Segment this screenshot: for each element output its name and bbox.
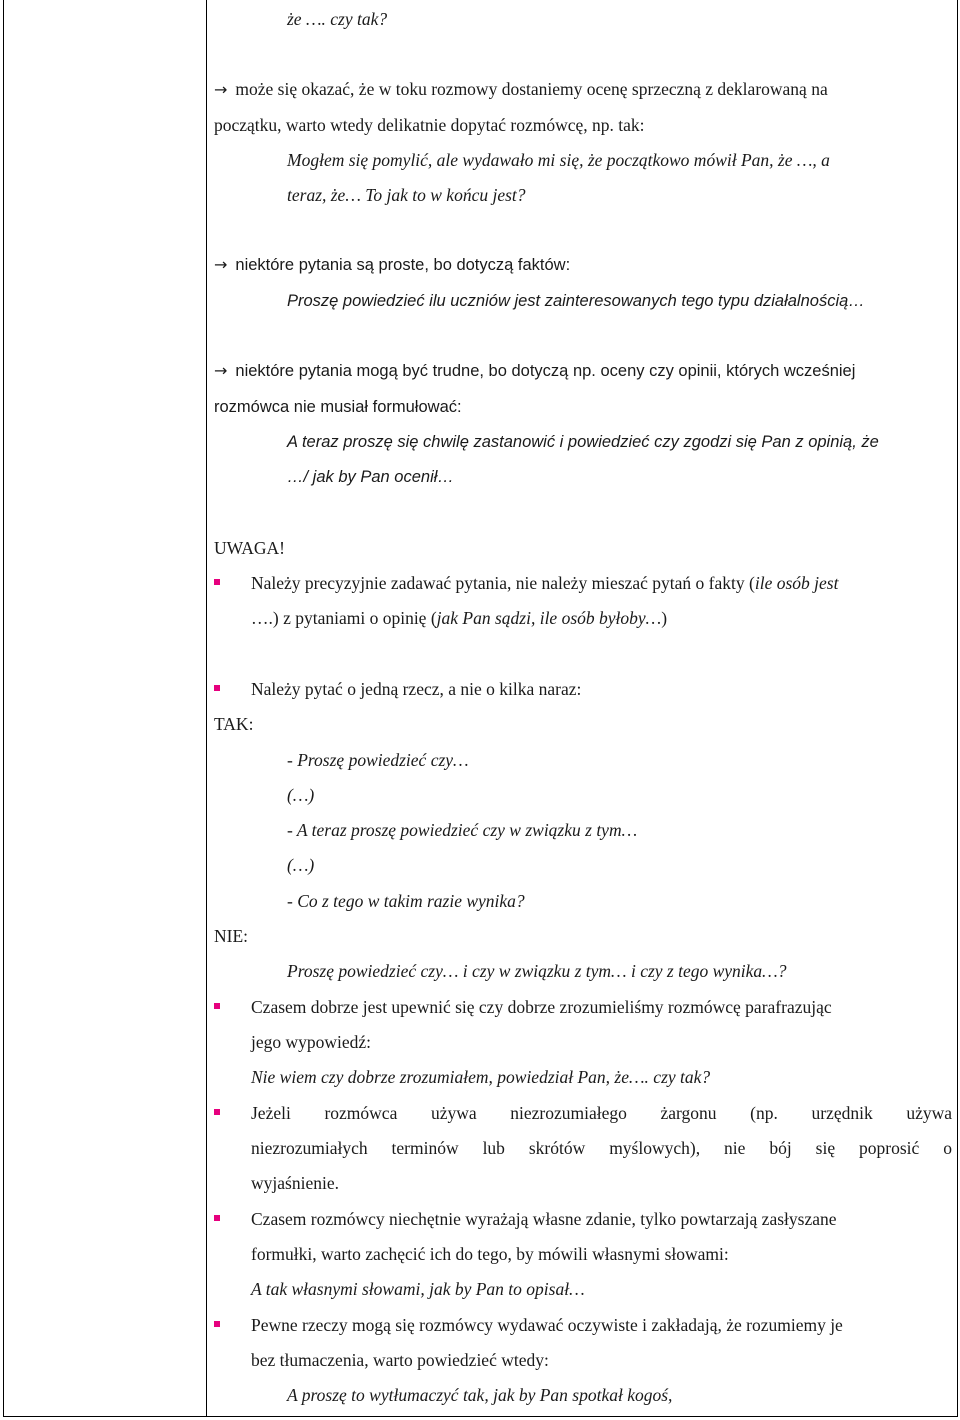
text-line [251, 607, 667, 629]
bullet-icon [214, 1215, 220, 1221]
text-line: początku, warto wtedy delikatnie dopytać rozmówcę, np. tak: [214, 115, 645, 135]
text-line: może się okazać, że w toku rozmowy dostaniemy ocenę sprzeczną z deklarowaną na [235, 79, 828, 99]
label-nie: NIE: [214, 926, 249, 946]
text-line: Proszę powiedzieć ilu uczniów jest zainteresowanych tego typu działalnością… [287, 292, 865, 310]
text-line: że …. czy tak? [287, 9, 388, 29]
label-tak: TAK: [214, 714, 254, 734]
heading-uwaga: UWAGA! [214, 538, 285, 558]
arrow-icon: → [214, 255, 228, 274]
text-line [251, 572, 838, 594]
arrow-item [214, 360, 855, 382]
bullet-icon [214, 1003, 220, 1009]
text-line: jego wypowiedź: [251, 1032, 372, 1052]
text-line: A teraz proszę się chwilę zastanowić i powiedzieć czy zgodzi się Pan z opinią, że [287, 433, 879, 451]
bullet-icon [214, 1321, 220, 1327]
text-segment: ) [661, 608, 668, 628]
text-line: rozmówca nie musiał formułować: [214, 398, 462, 416]
text-line: A proszę to wytłumaczyć tak, jak by Pan spotkał kogoś, [287, 1385, 673, 1405]
text-line: Czasem dobrze jest upewnić się czy dobrze zrozumieliśmy rozmówcę parafrazując [251, 997, 832, 1017]
text-line: Należy pytać o jedną rzecz, a nie o kilka naraz: [251, 679, 582, 699]
text-line: teraz, że… To jak to w końcu jest? [287, 185, 526, 205]
text-line: - Proszę powiedzieć czy… [287, 750, 469, 770]
text-line: Jeżeli rozmówca używa niezrozumiałego żargonu (np. urzędnik używa [251, 1103, 952, 1123]
text-line: bez tłumaczenia, warto powiedzieć wtedy: [251, 1350, 549, 1370]
table-frame [3, 0, 958, 1417]
text-segment: ….) z pytaniami o opinię ( [251, 608, 437, 628]
text-line: niezrozumiałych terminów lub skrótów myślowych), nie bój się poprosić o [251, 1138, 952, 1158]
text-line: niektóre pytania mogą być trudne, bo dotyczą np. oceny czy opinii, których wcześniej [235, 362, 856, 380]
text-line: Proszę powiedzieć czy… i czy w związku z tym… i czy z tego wynika…? [287, 961, 787, 981]
text-line: - Co z tego w takim razie wynika? [287, 891, 525, 911]
text-line: (…) [287, 855, 315, 875]
text-line: wyjaśnienie. [251, 1173, 339, 1193]
bullet-icon [214, 579, 220, 585]
text-line: A tak własnymi słowami, jak by Pan to opisał… [251, 1279, 585, 1299]
text-line: formułki, warto zachęcić ich do tego, by mówili własnymi słowami: [251, 1244, 729, 1264]
arrow-item [214, 78, 828, 101]
text-line: Nie wiem czy dobrze zrozumiałem, powiedział Pan, że…. czy tak? [251, 1067, 711, 1087]
text-line: niektóre pytania są proste, bo dotyczą faktów: [235, 256, 571, 274]
bullet-icon [214, 685, 220, 691]
text-line: (…) [287, 785, 315, 805]
text-segment: ile osób jest [754, 573, 839, 593]
text-line: …/ jak by Pan ocenił… [287, 468, 454, 486]
text-line: Mogłem się pomylić, ale wydawało mi się, że początkowo mówił Pan, że …, a [287, 150, 830, 170]
column-divider [206, 0, 207, 1417]
text-line: - A teraz proszę powiedzieć czy w związku z tym… [287, 820, 638, 840]
text-line: Czasem rozmówcy niechętnie wyrażają własne zdanie, tylko powtarzają zasłyszane [251, 1209, 837, 1229]
text-segment: Należy precyzyjnie zadawać pytania, nie należy mieszać pytań o fakty ( [251, 573, 755, 593]
arrow-icon: → [214, 361, 228, 380]
bullet-icon [214, 1109, 220, 1115]
text-line: Pewne rzeczy mogą się rozmówcy wydawać oczywiste i zakładają, że rozumiemy je [251, 1315, 843, 1335]
arrow-item [214, 254, 570, 276]
text-segment: jak Pan sądzi, ile osób byłoby… [436, 608, 662, 628]
arrow-icon: → [214, 80, 228, 99]
